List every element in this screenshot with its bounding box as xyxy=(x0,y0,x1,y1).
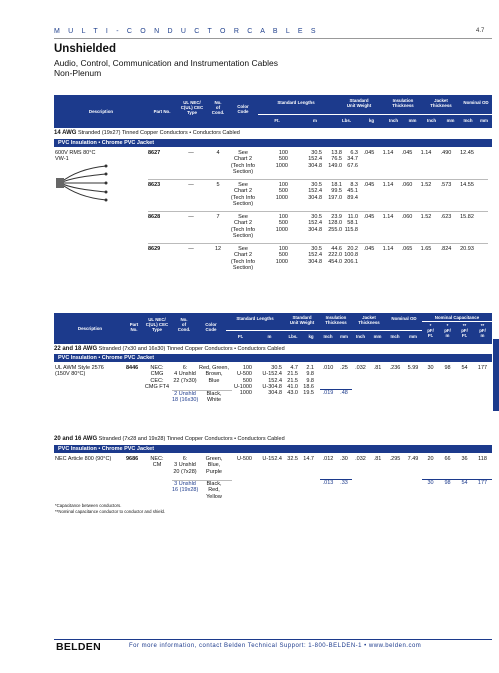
row2-od-inch: .295 xyxy=(389,456,401,462)
row2-ft: U-500 xyxy=(237,456,252,462)
th2-ft: Ft. xyxy=(237,334,244,339)
row2-cap2: 66 xyxy=(444,456,451,462)
row-cond: 7 xyxy=(216,214,220,220)
row2-description: NEC Article 800 (90°C) xyxy=(55,456,112,462)
row1-cap2: 98 xyxy=(444,365,451,371)
th2-cap4: ** pF/ m xyxy=(479,323,486,338)
th-od-mm: mm xyxy=(480,118,488,123)
row-jk-inch: .060 xyxy=(401,214,413,220)
row-od-mm: 14.55 xyxy=(460,182,474,188)
th2-lbs: Lbs. xyxy=(288,334,298,339)
row-jk-inch: .060 xyxy=(401,182,413,188)
row1-ul: NEC: CMG CEC: CMG FT4 xyxy=(144,365,170,390)
row2-jk-inch: .032 xyxy=(355,456,366,462)
th2-capacitance: Nominal Capacitance xyxy=(434,315,480,320)
th-od: Nominal OD xyxy=(463,100,489,105)
table1-description: 600V RMS 80°C VW-1 xyxy=(55,150,96,163)
row2-kg: 14.7 xyxy=(303,456,314,462)
footer-divider xyxy=(54,639,492,640)
th2-ins-mm: mm xyxy=(340,334,348,339)
row-jk-mm: 1.65 xyxy=(420,246,432,252)
row2-ins-mm-2: .33 xyxy=(340,480,348,486)
row-part: 8628 xyxy=(148,214,161,220)
table1-section-heading: 14 AWG Stranded (19x27) Tinned Copper Conductors • Conductors Cabled xyxy=(54,130,240,136)
th2-ins-inch: Inch xyxy=(323,334,333,339)
row-kg: 20.2 100.8 206.1 xyxy=(344,246,358,265)
row-ft: 100 500 1000 xyxy=(275,214,288,233)
row-od-inch: .623 xyxy=(440,214,452,220)
edge-tab xyxy=(493,339,499,411)
row-part: 8623 xyxy=(148,182,161,188)
page-title: Unshielded xyxy=(54,43,116,55)
th-cond: No. of Cond. xyxy=(211,100,225,115)
table2-section1-heading: 22 and 18 AWG Stranded (7x30 and 16x30) Tinned Copper Conductors • Conductors Cabled xyxy=(54,346,285,352)
row2-jk-mm: .81 xyxy=(373,456,382,462)
th2-cond: No. of Cond. xyxy=(177,317,191,332)
th-color: Color Code xyxy=(237,104,249,114)
footer-contact: For more information, contact Belden Technical Support: 1-800-BELDEN-1 • www.belden.com xyxy=(129,643,422,649)
row-m: 30.5 152.4 304.8 xyxy=(308,150,322,169)
th2-std-lengths: Standard Lengths xyxy=(236,316,274,321)
th-part: Part No. xyxy=(153,109,171,114)
table2-pvc-bar-2: PVC Insulation • Chrome PVC Jacket xyxy=(54,445,492,453)
row1-cap3: 54 xyxy=(461,365,468,371)
row-m: 30.5 152.4 304.8 xyxy=(308,246,322,265)
row-ft: 100 500 1000 xyxy=(275,182,288,201)
row-ins-mm: 1.14 xyxy=(382,182,394,188)
th-ul: UL NEC/ C(UL) CEC Type xyxy=(180,100,204,115)
th-insulation: Insulation Thickness xyxy=(392,98,414,108)
row1-kg: 2.1 9.8 9.8 18.6 19.5 xyxy=(303,365,314,397)
row-lbs: 18.1 99.5 197.0 xyxy=(328,182,342,201)
row-ins-inch: .045 xyxy=(363,246,375,252)
row-lbs: 13.8 76.5 149.0 xyxy=(328,150,342,169)
row-od-mm: 12.45 xyxy=(460,150,474,156)
row1-jk-mm: .81 xyxy=(373,365,382,371)
row-kg: 8.3 45.1 89.4 xyxy=(347,182,358,201)
row-od-inch: .490 xyxy=(440,150,452,156)
th-od-inch: Inch xyxy=(463,118,473,123)
table2-section2-heading: 20 and 16 AWG Stranded (7x28 and 19x28) Tinned Copper Conductors • Conductors Cabled xyxy=(54,436,285,442)
th2-jacket: Jacket Thickness xyxy=(358,315,380,325)
row-m: 30.5 152.4 304.8 xyxy=(308,182,322,201)
row1-cond2: 2 Unshld 18 (16x30) xyxy=(172,391,199,404)
row2-cap1: 20 xyxy=(427,456,434,462)
row-ul: — xyxy=(188,246,194,252)
th2-insulation: Insulation Thickness xyxy=(325,315,347,325)
row1-cap1: 30 xyxy=(427,365,434,371)
row-ft: 100 500 1000 xyxy=(275,150,288,169)
table2-pvc-bar-1: PVC Insulation • Chrome PVC Jacket xyxy=(54,354,492,362)
th2-cap2: * pF/ m xyxy=(444,323,451,338)
page-subtitle-2: Non-Plenum xyxy=(54,68,102,78)
row2-color2: Black, Red, Yellow xyxy=(206,481,222,500)
th2-jk-mm: mm xyxy=(373,334,382,339)
row1-color: Red, Green, Brown, Blue xyxy=(199,365,229,384)
row2-cap4-b: 177 xyxy=(477,480,488,486)
table1-pvc-bar: PVC Insulation • Chrome PVC Jacket xyxy=(54,139,492,147)
row1-ins-inch-2: .019 xyxy=(322,390,334,396)
th2-part: Part No. xyxy=(129,322,139,332)
row2-cap3-b: 54 xyxy=(461,480,468,486)
th2-cap3: ** pF/ Ft. xyxy=(461,323,468,338)
row-cond: 12 xyxy=(214,246,222,252)
th-jk-mm: mm xyxy=(446,118,455,123)
row-color: See Chart 2 (Tech Info Section) xyxy=(230,214,256,239)
th-m: m xyxy=(313,118,317,123)
row2-od-mm: 7.49 xyxy=(407,456,419,462)
row1-od-mm: 5.99 xyxy=(407,365,419,371)
row-ins-mm: 1.14 xyxy=(382,246,394,252)
row-part: 8629 xyxy=(148,246,161,252)
th2-m: m xyxy=(267,334,272,339)
row-lbs: 44.6 222.0 454.0 xyxy=(328,246,342,265)
th2-ul: UL NEC/ C(UL) CEC Type xyxy=(145,317,169,332)
row1-ins-mm: .25 xyxy=(340,365,348,371)
row-color: See Chart 2 (Tech Info Section) xyxy=(230,150,256,175)
row2-cap4: 118 xyxy=(478,456,487,462)
th-ins-inch: Inch xyxy=(388,118,399,123)
row-jk-inch: .045 xyxy=(401,150,413,156)
row1-ins-mm-2: .48 xyxy=(340,390,348,396)
row-od-inch: .573 xyxy=(440,182,452,188)
row-divider xyxy=(148,243,488,244)
row-kg: 6.3 34.7 67.6 xyxy=(347,150,358,169)
page-number: 4.7 xyxy=(476,28,485,34)
th2-cap1: * pF/ Ft. xyxy=(427,323,434,338)
row1-jk-inch: .032 xyxy=(355,365,366,371)
row1-od-inch: .236 xyxy=(389,365,401,371)
row-lbs: 23.9 128.0 255.0 xyxy=(328,214,342,233)
row-part: 8627 xyxy=(148,150,161,156)
row-od-mm: 15.82 xyxy=(460,214,474,220)
th2-description: Description xyxy=(77,326,103,331)
row2-ins-inch-2: .013 xyxy=(322,480,334,486)
row1-cap4: 177 xyxy=(477,365,488,371)
row-cond: 4 xyxy=(216,150,220,156)
section-header: M U L T I - C O N D U C T O R C A B L E S xyxy=(54,28,319,35)
row1-cond: 6: 4 Unshld 22 (7x30) xyxy=(173,365,197,384)
row-ul: — xyxy=(188,150,194,156)
table2-header xyxy=(54,313,492,344)
row2-cap2-b: 98 xyxy=(444,480,451,486)
th2-od-mm: mm xyxy=(409,334,417,339)
row-m: 30.5 152.4 304.8 xyxy=(308,214,322,233)
th2-kg: kg xyxy=(308,334,314,339)
row2-m: U-152.4 xyxy=(262,456,282,462)
th-weight: Standard Unit Weight xyxy=(346,98,372,108)
row2-cond: 6: 3 Unshld 20 (7x28) xyxy=(173,456,197,475)
row-jk-mm: 1.52 xyxy=(420,182,432,188)
row2-color: Green, Blue, Purple xyxy=(205,456,223,475)
row2-ins-inch: .012 xyxy=(322,456,334,462)
row-ul: — xyxy=(188,214,194,220)
row2-cap1-b: 30 xyxy=(427,480,434,486)
row-cond: 5 xyxy=(216,182,220,188)
row1-part: 8446 xyxy=(126,365,139,371)
row-ft: 100 500 1000 xyxy=(275,246,288,265)
row1-color2: Black, White xyxy=(206,391,222,404)
row2-ul: NEC: CM xyxy=(150,456,164,469)
th2-jk-inch: Inch xyxy=(355,334,366,339)
row-ins-mm: 1.14 xyxy=(382,214,394,220)
footnotes: *Capacitance between conductors. **Nominal capacitance conductor to conductor and shield. xyxy=(55,503,166,514)
row-jk-inch: .065 xyxy=(401,246,413,252)
page-subtitle: Audio, Control, Communication and Instrumentation Cables xyxy=(54,58,278,68)
row2-lbs: 32.5 xyxy=(287,456,298,462)
table1-header xyxy=(54,95,492,128)
row-kg: 11.0 58.1 115.8 xyxy=(344,214,358,233)
row2-cond2: 3 Unshld 16 (19x28) xyxy=(172,481,199,494)
row-ins-inch: .045 xyxy=(363,182,375,188)
cable-illustration xyxy=(56,164,110,202)
th-ins-mm: mm xyxy=(408,118,417,123)
th2-od: Nominal OD xyxy=(391,316,417,321)
row-jk-mm: 1.52 xyxy=(420,214,432,220)
th-lbs: Lbs. xyxy=(341,118,352,123)
row-color: See Chart 2 (Tech Info Section) xyxy=(230,182,256,207)
row2-part: 9686 xyxy=(126,456,139,462)
row-jk-mm: 1.14 xyxy=(420,150,432,156)
row-ins-inch: .045 xyxy=(363,150,375,156)
th-ft: Ft. xyxy=(274,118,280,123)
th-std-lengths: Standard Lengths xyxy=(277,100,315,105)
row1-ft: 100 U-500 500 U-1000 1000 xyxy=(233,365,252,397)
row-divider xyxy=(148,179,488,180)
header-divider xyxy=(54,38,492,39)
th2-color: Color Code xyxy=(205,322,217,332)
row-od-inch: .824 xyxy=(440,246,452,252)
row1-lbs: 4.7 21.5 21.5 41.0 43.0 xyxy=(287,365,298,397)
row-color: See Chart 2 (Tech Info Section) xyxy=(230,246,256,271)
row-ins-inch: .045 xyxy=(363,214,375,220)
row2-ins-mm: .30 xyxy=(340,456,348,462)
row1-ins-inch: .010 xyxy=(322,365,334,371)
th-jk-inch: Inch xyxy=(426,118,437,123)
row-ins-mm: 1.14 xyxy=(382,150,394,156)
row2-cap3: 36 xyxy=(461,456,468,462)
row-od-mm: 20.93 xyxy=(460,246,474,252)
row1-description: UL AWM Style 2576 (150V 80°C) xyxy=(55,365,104,378)
th2-weight: Standard Unit Weight xyxy=(289,315,315,325)
th-jacket: Jacket Thickness xyxy=(430,98,452,108)
row1-m: 30.5 U-152.4 152.4 U-304.8 304.8 xyxy=(262,365,282,397)
row-ul: — xyxy=(188,182,194,188)
belden-logo: BELDEN xyxy=(56,641,101,653)
row-divider xyxy=(148,211,488,212)
th-description: Description xyxy=(88,109,114,114)
th2-od-inch: Inch xyxy=(390,334,400,339)
th-kg: kg xyxy=(368,118,375,123)
